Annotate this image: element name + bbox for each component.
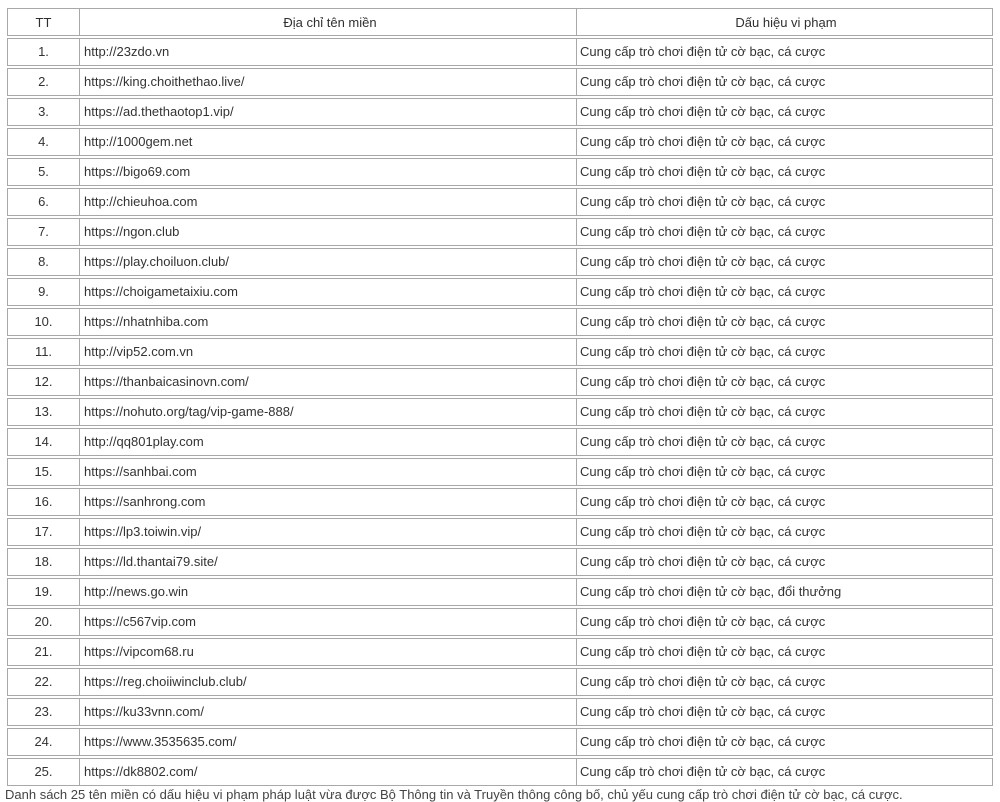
violation-cell: Cung cấp trò chơi điện tử cờ bạc, cá cược xyxy=(576,759,992,785)
violation-cell: Cung cấp trò chơi điện tử cờ bạc, cá cược xyxy=(576,219,992,245)
row-number-cell: 1. xyxy=(38,44,49,59)
violation-cell: Cung cấp trò chơi điện tử cờ bạc, cá cược xyxy=(576,39,992,65)
table-row xyxy=(7,368,993,396)
violation-cell: Cung cấp trò chơi điện tử cờ bạc, cá cược xyxy=(576,99,992,125)
table-row xyxy=(7,518,993,546)
domain-cell: https://nohuto.org/tag/vip-game-888/ xyxy=(79,399,576,425)
violation-cell: Cung cấp trò chơi điện tử cờ bạc, cá cược xyxy=(576,309,992,335)
row-number-cell: 20. xyxy=(34,614,53,629)
table-row xyxy=(7,608,993,636)
table-row xyxy=(7,128,993,156)
violation-cell: Cung cấp trò chơi điện tử cờ bạc, cá cược xyxy=(576,189,992,215)
domain-cell: https://c567vip.com xyxy=(79,609,576,635)
domain-cell: https://lp3.toiwin.vip/ xyxy=(79,519,576,545)
table-row xyxy=(7,278,993,306)
domain-cell: https://king.choithethao.live/ xyxy=(79,69,576,95)
row-number-cell: 14. xyxy=(34,434,53,449)
violation-cell: Cung cấp trò chơi điện tử cờ bạc, cá cược xyxy=(576,249,992,275)
header-tt: TT xyxy=(35,15,52,30)
domain-cell: http://1000gem.net xyxy=(79,129,576,155)
row-number-cell: 23. xyxy=(34,704,53,719)
domain-cell: https://reg.choiiwinclub.club/ xyxy=(79,669,576,695)
violation-cell: Cung cấp trò chơi điện tử cờ bạc, cá cược xyxy=(576,729,992,755)
table-row xyxy=(7,428,993,456)
domain-cell: https://thanbaicasinovn.com/ xyxy=(79,369,576,395)
table-row xyxy=(7,728,993,756)
table-body xyxy=(7,38,993,786)
domain-cell: https://dk8802.com/ xyxy=(79,759,576,785)
domain-cell: https://ngon.club xyxy=(79,219,576,245)
violations-table xyxy=(7,8,993,788)
table-row xyxy=(7,668,993,696)
domain-cell: https://sanhbai.com xyxy=(79,459,576,485)
row-number-cell: 13. xyxy=(34,404,53,419)
row-number-cell: 11. xyxy=(34,344,53,359)
row-number-cell: 22. xyxy=(34,674,53,689)
domain-cell: https://bigo69.com xyxy=(79,159,576,185)
caption-text: Danh sách 25 tên miền có dấu hiệu vi phạm pháp luật vừa được Bộ Thông tin và Truyền thông công bố, chủ yếu cung cấp trò chơi điện tử cờ bạc, cá cược. xyxy=(5,787,903,802)
domain-cell: http://23zdo.vn xyxy=(79,39,576,65)
row-number-cell: 19. xyxy=(34,584,53,599)
table-row xyxy=(7,488,993,516)
domain-cell: https://www.3535635.com/ xyxy=(79,729,576,755)
domain-cell: http://vip52.com.vn xyxy=(79,339,576,365)
row-number-cell: 25. xyxy=(34,764,53,779)
row-number-cell: 10. xyxy=(34,314,53,329)
violation-cell: Cung cấp trò chơi điện tử cờ bạc, đổi thưởng xyxy=(576,579,992,605)
violation-cell: Cung cấp trò chơi điện tử cờ bạc, cá cược xyxy=(576,489,992,515)
row-number-cell: 7. xyxy=(38,224,49,239)
table-row xyxy=(7,158,993,186)
violation-cell: Cung cấp trò chơi điện tử cờ bạc, cá cược xyxy=(576,549,992,575)
violation-cell: Cung cấp trò chơi điện tử cờ bạc, cá cược xyxy=(576,699,992,725)
violation-cell: Cung cấp trò chơi điện tử cờ bạc, cá cược xyxy=(576,399,992,425)
table-row xyxy=(7,548,993,576)
domain-cell: http://qq801play.com xyxy=(79,429,576,455)
violation-cell: Cung cấp trò chơi điện tử cờ bạc, cá cược xyxy=(576,129,992,155)
table-row xyxy=(7,338,993,366)
domain-cell: https://choigametaixiu.com xyxy=(79,279,576,305)
header-domain: Địa chỉ tên miền xyxy=(79,9,576,35)
table-row xyxy=(7,398,993,426)
violation-cell: Cung cấp trò chơi điện tử cờ bạc, cá cược xyxy=(576,669,992,695)
domain-cell: https://nhatnhiba.com xyxy=(79,309,576,335)
table-row xyxy=(7,758,993,786)
row-number-cell: 3. xyxy=(38,104,49,119)
table-row xyxy=(7,308,993,336)
violation-cell: Cung cấp trò chơi điện tử cờ bạc, cá cược xyxy=(576,369,992,395)
table-row xyxy=(7,248,993,276)
table-row xyxy=(7,578,993,606)
table-row xyxy=(7,638,993,666)
domain-cell: https://sanhrong.com xyxy=(79,489,576,515)
domain-cell: https://ld.thantai79.site/ xyxy=(79,549,576,575)
row-number-cell: 15. xyxy=(34,464,53,479)
table-row xyxy=(7,68,993,96)
table-header-row xyxy=(7,8,993,36)
violation-cell: Cung cấp trò chơi điện tử cờ bạc, cá cược xyxy=(576,429,992,455)
violation-cell: Cung cấp trò chơi điện tử cờ bạc, cá cược xyxy=(576,459,992,485)
table-row xyxy=(7,218,993,246)
row-number-cell: 21. xyxy=(34,644,53,659)
row-number-cell: 16. xyxy=(34,494,53,509)
row-number-cell: 9. xyxy=(38,284,49,299)
row-number-cell: 24. xyxy=(34,734,53,749)
row-number-cell: 8. xyxy=(38,254,49,269)
row-number-cell: 18. xyxy=(34,554,53,569)
violation-cell: Cung cấp trò chơi điện tử cờ bạc, cá cược xyxy=(576,159,992,185)
header-violation: Dấu hiệu vi phạm xyxy=(576,9,992,35)
violation-cell: Cung cấp trò chơi điện tử cờ bạc, cá cược xyxy=(576,69,992,95)
table-row xyxy=(7,458,993,486)
row-number-cell: 12. xyxy=(34,374,53,389)
violation-cell: Cung cấp trò chơi điện tử cờ bạc, cá cược xyxy=(576,279,992,305)
table-row xyxy=(7,188,993,216)
domain-cell: https://play.choiluon.club/ xyxy=(79,249,576,275)
violation-cell: Cung cấp trò chơi điện tử cờ bạc, cá cược xyxy=(576,639,992,665)
row-number-cell: 5. xyxy=(38,164,49,179)
row-number-cell: 2. xyxy=(38,74,49,89)
table-row xyxy=(7,698,993,726)
domain-cell: https://ad.thethaotop1.vip/ xyxy=(79,99,576,125)
domain-cell: http://chieuhoa.com xyxy=(79,189,576,215)
row-number-cell: 4. xyxy=(38,134,49,149)
table-row xyxy=(7,38,993,66)
table-row xyxy=(7,98,993,126)
violation-cell: Cung cấp trò chơi điện tử cờ bạc, cá cược xyxy=(576,609,992,635)
domain-cell: https://ku33vnn.com/ xyxy=(79,699,576,725)
violation-cell: Cung cấp trò chơi điện tử cờ bạc, cá cược xyxy=(576,519,992,545)
violation-cell: Cung cấp trò chơi điện tử cờ bạc, cá cược xyxy=(576,339,992,365)
domain-cell: http://news.go.win xyxy=(79,579,576,605)
domain-cell: https://vipcom68.ru xyxy=(79,639,576,665)
row-number-cell: 17. xyxy=(34,524,53,539)
row-number-cell: 6. xyxy=(38,194,49,209)
